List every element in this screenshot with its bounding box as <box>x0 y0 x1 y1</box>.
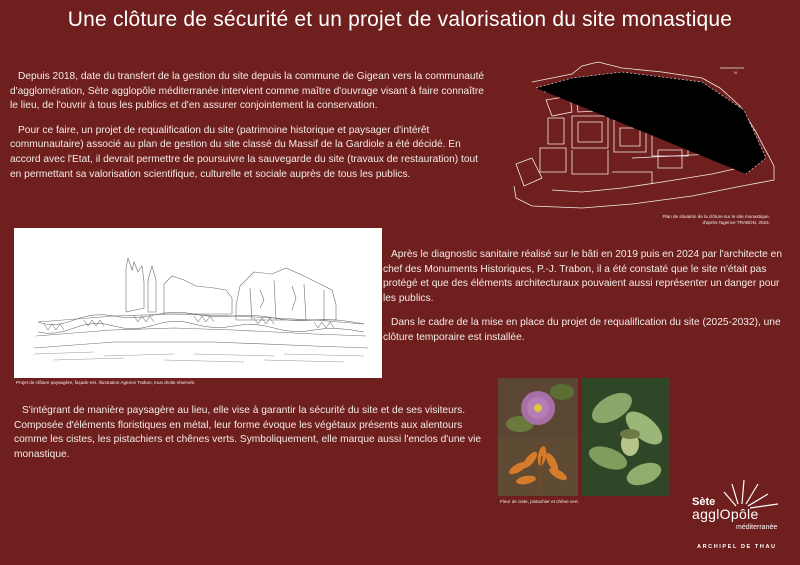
logo-archipel-text: ARCHIPEL DE THAU <box>697 544 777 550</box>
pistachio-photo <box>498 438 578 496</box>
landscape-text <box>14 404 482 472</box>
intro-paragraph-2: Pour ce faire, un projet de requalification du site (patrimoine historique et paysager d'intérêt communautaire) associé au plan de gestion du site classé du Massif de la Gardiole a été décidé. En accord avec l'Etat, il devrait permettre de poursuivre la sauvegarde du site (travaux de restauration) tout en permettant sa valorisation scientifique, culturelle et sociale auprès de tous les publics. <box>10 124 478 180</box>
logo-agglopole-text: agglOpôle <box>692 506 759 522</box>
intro-paragraph-1: Depuis 2018, date du transfert de la gestion du site depuis la commune de Gigean vers la communauté d'agglomération, Sète agglopôle méditerranée intervient comme maître d'ouvrage visant à faire connaître le lieu, de l'ouvrir à tous les publics et d'en assurer conjointement la conservation. <box>10 71 485 112</box>
photos-caption: Fleur de ciste, pistachier et chêne vert. <box>500 499 579 504</box>
fence-sketch-illustration <box>14 228 382 378</box>
page-title: Une clôture de sécurité et un projet de valorisation du site monastique <box>67 8 733 31</box>
cistus-flower-photo <box>498 378 578 438</box>
intro-text <box>10 70 488 192</box>
svg-text:N: N <box>734 70 737 75</box>
sketch-caption: Projet de clôture paysagère, façade est. Illustration Agence Trabon, tous droits réservés. <box>16 380 196 385</box>
logo-sete-text: Sète <box>692 496 716 508</box>
plan-caption: Plan de situation de la clôture sur le site monastique, d'après l'agence TRABON, 2024. <box>662 214 770 225</box>
diagnostic-paragraph-1: Après le diagnostic sanitaire réalisé sur le bâti en 2019 puis en 2024 par l'architecte en chef des Monuments Historiques, P.-J. Trabon, il a été constaté que le site n'était pas protégé et que des éléments architecturaux pouvaient aussi représenter un danger pour les publics. <box>383 249 783 304</box>
logo-mediterranee-text: méditerranée <box>736 524 778 531</box>
diagnostic-text <box>383 248 783 356</box>
site-plan-map <box>512 48 786 212</box>
landscape-paragraph-1: S'intégrant de manière paysagère au lieu, elle vise à garantir la sécurité du site et de ses visiteurs. Composée d'éléments floristiques en métal, leur forme évoque les végétaux présents aux alentours comme les cistes, les pistachiers et chênes verts. Symboliquement, elle marque aussi l'enclos d'une vie monastique. <box>14 405 482 460</box>
holm-oak-photo <box>582 378 670 496</box>
diagnostic-paragraph-2: Dans le cadre de la mise en place du projet de requalification du site (2025-2032), une clôture temporaire est installée. <box>383 317 781 343</box>
